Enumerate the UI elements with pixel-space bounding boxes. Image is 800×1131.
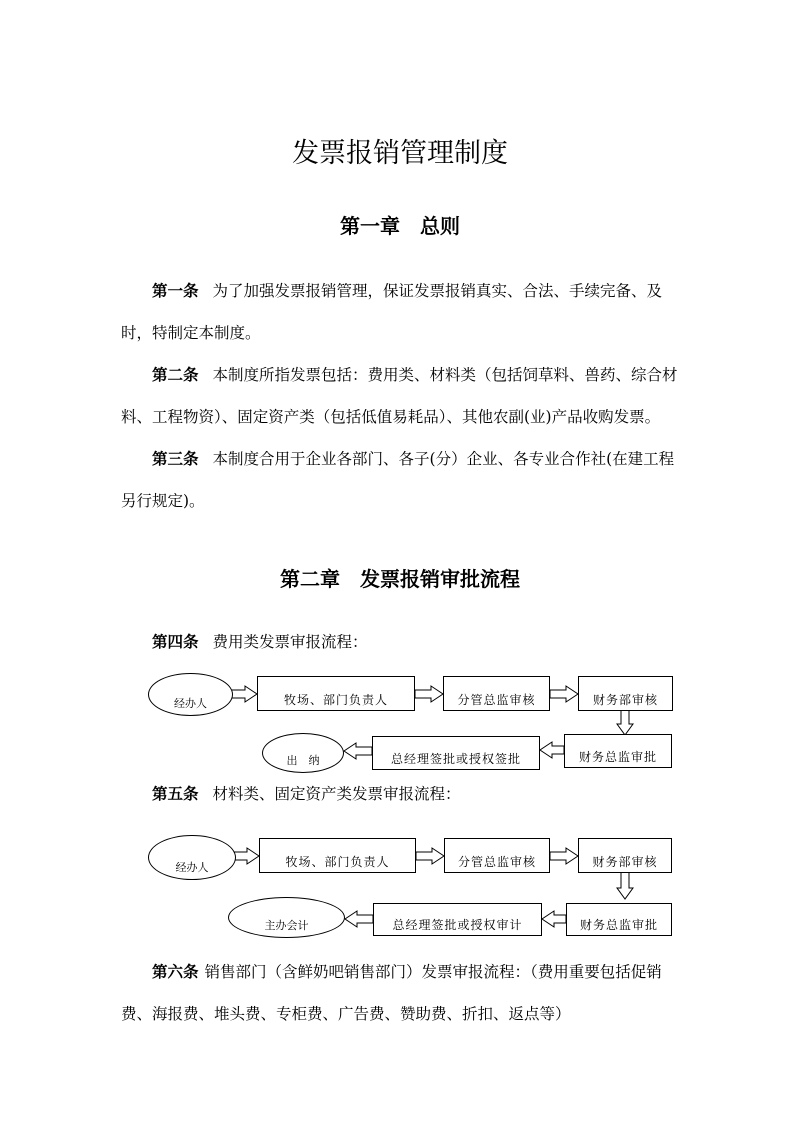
article-6-text: 销售部门（含鲜奶吧销售部门）发票审报流程：（费用重要包括促销费、海报费、堆头费、专柜费、广告费、赞助费、折扣、返点等） (121, 963, 662, 1023)
flow-step-dept: 牧场、部门负责人 (257, 676, 415, 711)
flowchart-materials (0, 825, 800, 950)
article-2-label: 第二条 (152, 365, 199, 384)
article-3 (121, 438, 687, 522)
flow-step-finance-dept: 财务部审核 (578, 838, 672, 873)
flow-arrow (416, 848, 444, 864)
flow-step-gm: 总经理签批或授权签批 (372, 736, 540, 770)
article-4 (152, 630, 368, 652)
article-6-label: 第六条 (152, 962, 199, 981)
article-2-text: 本制度所指发票包括：费用类、材料类（包括饲草料、兽药、综合材料、工程物资）、固定资产类（包括低值易耗品）、其他农副(业)产品收购发票。 (121, 366, 678, 426)
article-1-text: 为了加强发票报销管理，保证发票报销真实、合法、手续完备、及时，特制定本制度。 (121, 282, 663, 342)
article-4-text: 费用类发票审报流程： (212, 633, 368, 651)
article-6 (121, 951, 687, 1035)
flow-step-finance-director: 财务总监审批 (564, 734, 672, 768)
page-title: 发票报销管理制度 (292, 138, 508, 169)
flow-end-oval: 出 纳 (262, 733, 344, 773)
article-5 (152, 782, 461, 804)
flow-step-dept: 牧场、部门负责人 (259, 838, 416, 873)
flow-arrow (550, 686, 578, 702)
article-2 (121, 354, 687, 438)
flow-arrow (550, 848, 578, 864)
flow-step-gm: 总经理签批或授权审计 (373, 903, 542, 936)
flowchart-expense (0, 665, 800, 785)
article-5-label: 第五条 (152, 784, 199, 803)
flow-step-finance-dept: 财务部审核 (578, 676, 673, 711)
flow-arrow (617, 710, 633, 735)
article-1-label: 第一条 (152, 281, 199, 300)
article-1 (121, 270, 687, 354)
flow-end-oval: 主办会计 (228, 897, 345, 938)
flow-step-supervisor: 分管总监审核 (443, 676, 550, 711)
flow-arrow (345, 911, 373, 927)
flow-arrow (540, 742, 564, 758)
article-3-label: 第三条 (152, 449, 199, 468)
chapter-1-heading: 第一章 总则 (340, 214, 460, 238)
article-3-text: 本制度合用于企业各部门、各子(分）企业、各专业合作社(在建工程另行规定)。 (121, 450, 675, 510)
flow-arrow (344, 743, 372, 759)
article-4-label: 第四条 (152, 632, 199, 651)
flow-arrow (231, 686, 257, 702)
flow-arrow (617, 872, 633, 899)
article-5-text: 材料类、固定资产类发票审报流程： (212, 785, 461, 803)
flow-arrow (542, 911, 566, 927)
flow-step-finance-director: 财务总监审批 (566, 903, 672, 936)
flow-arrow (234, 848, 259, 864)
flow-start-oval: 经办人 (148, 673, 233, 716)
chapter-2-heading: 第二章 发票报销审批流程 (280, 567, 520, 591)
flow-arrow (415, 686, 443, 702)
flow-step-supervisor: 分管总监审核 (444, 838, 550, 873)
flow-start-oval: 经办人 (148, 835, 236, 880)
